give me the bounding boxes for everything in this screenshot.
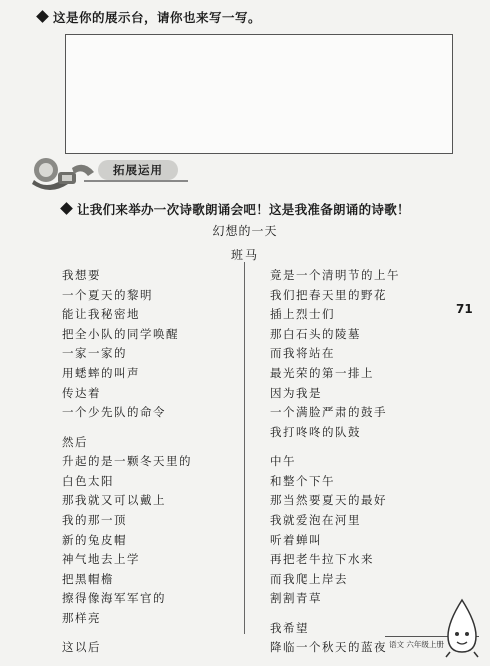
poem-line: 新的兔皮帽 — [62, 532, 127, 547]
poem-line: 那当然要夏天的最好 — [270, 493, 387, 508]
poem-line — [62, 423, 192, 433]
poem-line — [270, 442, 400, 452]
poem-line: 因为我是 — [270, 385, 322, 400]
poem-line: 擦得像海军军官的 — [62, 591, 166, 606]
poem-line: 一个少先队的命令 — [62, 405, 166, 420]
poem-line: 一个夏天的黎明 — [62, 287, 153, 302]
activity-text: 让我们来举办一次诗歌朗诵会吧！这是我准备朗诵的诗歌！ — [77, 202, 410, 217]
column-divider — [244, 262, 245, 634]
poem-line: 一家一家的 — [62, 346, 127, 361]
poem-line: 把黑帽檐 — [62, 571, 114, 586]
poem-line: 把全小队的同学唤醒 — [62, 326, 179, 341]
poem-line: 降临一个秋天的蓝夜 — [270, 640, 387, 655]
poem-line: 和整个下午 — [270, 473, 335, 488]
poem-line — [62, 628, 192, 638]
poem-line: 用蟋蟀的叫声 — [62, 365, 140, 380]
poem-line: 我的那一顶 — [62, 512, 127, 527]
diamond-bullet-icon — [36, 10, 49, 23]
poem-line: 我就爱泡在河里 — [270, 512, 361, 527]
poem-line: 插上烈士们 — [270, 307, 335, 322]
poem-title: 幻想的一天 — [212, 224, 278, 238]
poem-line: 白色太阳 — [62, 473, 114, 488]
poem-line: 我们把春天里的野花 — [270, 287, 387, 302]
poem-line: 最光荣的第一排上 — [270, 365, 374, 380]
poem-line: 我希望 — [270, 620, 309, 635]
poem-line: 竟是一个清明节的上午 — [270, 268, 400, 282]
prompt-heading — [38, 8, 261, 26]
poem-line: 然后 — [62, 434, 88, 449]
poem-line: 那白石头的陵墓 — [270, 326, 361, 341]
activity-heading — [62, 200, 410, 218]
poem-line: 神气地去上学 — [62, 552, 140, 567]
poem-left-column — [62, 266, 192, 658]
poem-line: 我想要 — [62, 268, 101, 282]
poem-line: 我打咚咚的队鼓 — [270, 424, 361, 439]
footer-label: 语文 六年级上册 — [385, 636, 479, 653]
poem-line: 再把老牛拉下水来 — [270, 552, 374, 567]
diamond-bullet-icon — [60, 202, 73, 215]
poem-line: 一个满脸严肃的鼓手 — [270, 405, 387, 420]
poem-line: 这以后 — [62, 640, 101, 655]
poem-line: 而我将站在 — [270, 346, 335, 361]
poem-line: 升起的是一颗冬天里的 — [62, 454, 192, 469]
poem-line: 而我爬上岸去 — [270, 571, 348, 586]
page-number: 71 — [456, 302, 473, 316]
water-drop-mascot-icon — [440, 596, 484, 658]
poem-line: 听着蝉叫 — [270, 532, 322, 547]
writing-area[interactable] — [65, 34, 453, 154]
poem-author: 班马 — [230, 248, 259, 262]
poem-line: 那我就又可以戴上 — [62, 493, 166, 508]
prompt-text: 这是你的展示台，请你也来写一写。 — [53, 10, 262, 25]
poem-line: 能让我秘密地 — [62, 307, 140, 322]
poem-line: 那样亮 — [62, 610, 101, 625]
poem-right-column — [270, 266, 400, 658]
section-label: 拓展运用 — [98, 160, 178, 180]
poem-line: 传达着 — [62, 385, 101, 400]
poem-line: 割割青草 — [270, 591, 322, 606]
poem-line: 中午 — [270, 454, 296, 469]
poem-line — [270, 609, 400, 619]
